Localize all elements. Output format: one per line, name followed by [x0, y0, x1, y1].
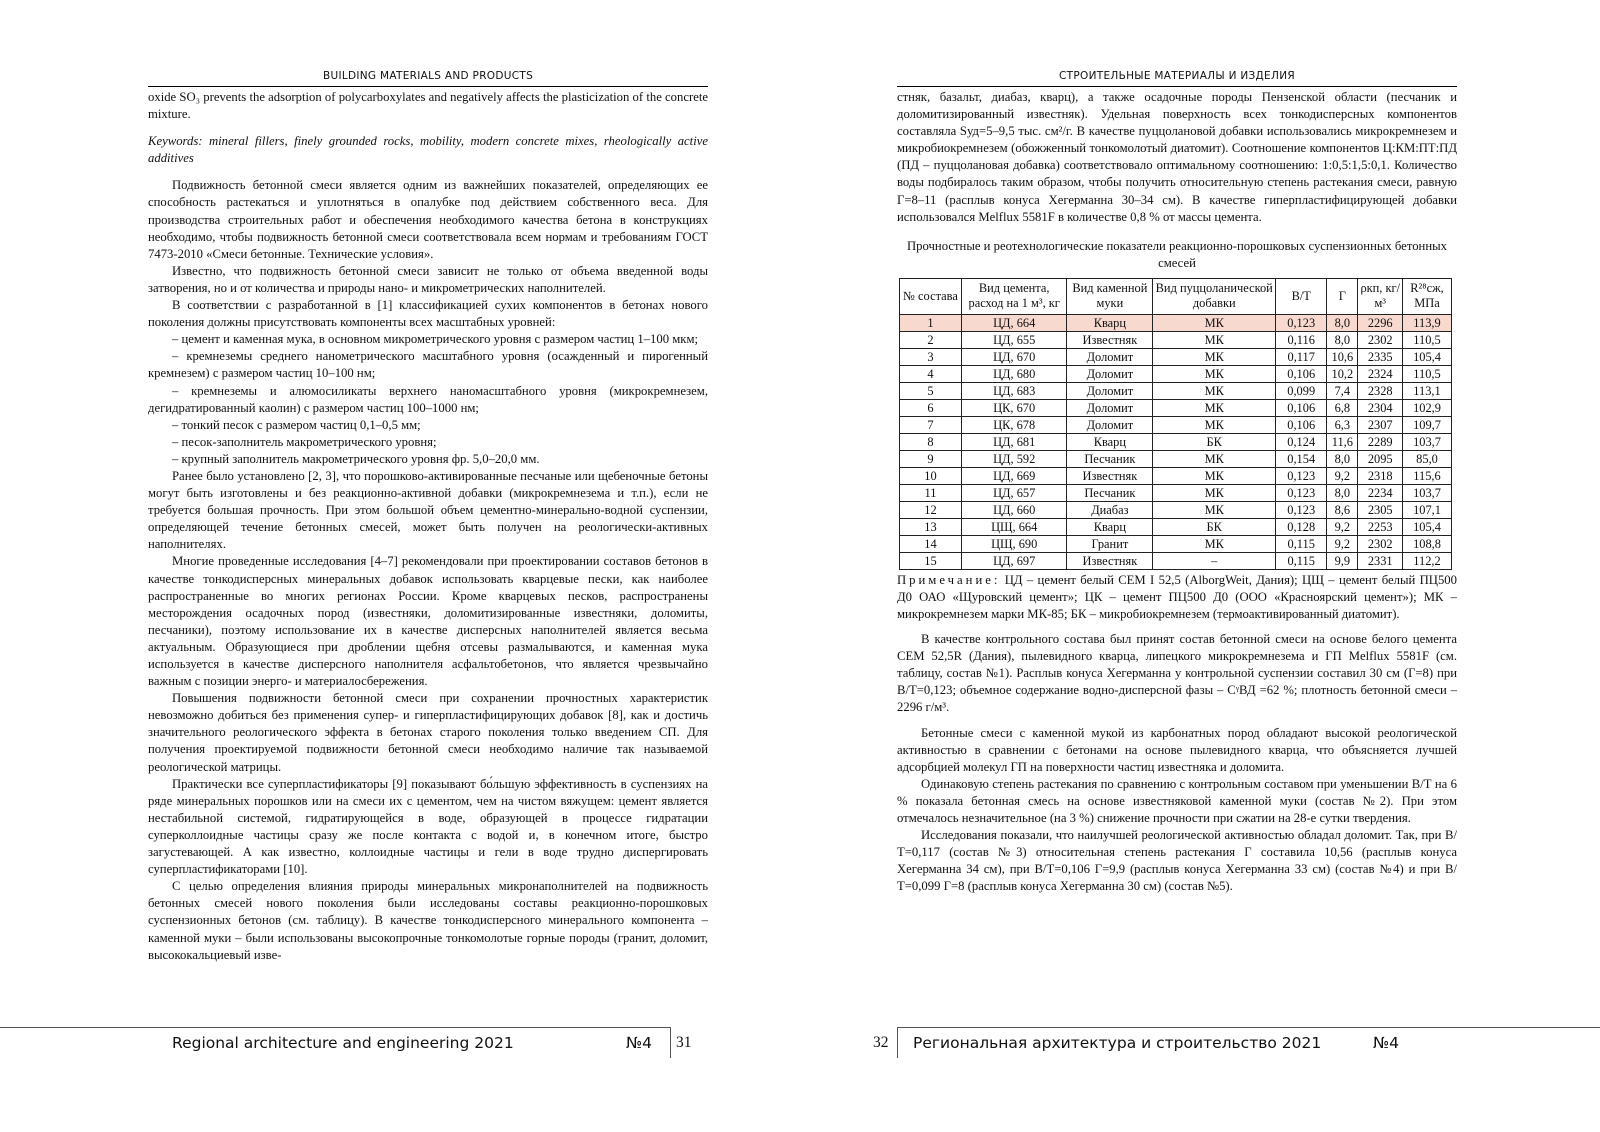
table-cell: ЦК, 670: [961, 399, 1066, 416]
table-cell: 2331: [1358, 552, 1403, 569]
table-cell: МК: [1153, 501, 1276, 518]
table-cell: 6: [900, 399, 962, 416]
table-cell: 0,117: [1276, 348, 1327, 365]
table-cell: 115,6: [1403, 467, 1452, 484]
table-cell: ЦД, 592: [961, 450, 1066, 467]
table-cell: МК: [1153, 467, 1276, 484]
paragraph: В соответствии с разработанной в [1] классификацией сухих компонентов в бетонах нового поколения должны присутствовать компоненты всех масштабных уровней:: [148, 298, 708, 330]
col-header: № состава: [900, 278, 962, 314]
table-cell: МК: [1153, 331, 1276, 348]
table-cell: 8: [900, 433, 962, 450]
col-header: Вид цемента, расход на 1 м³, кг: [961, 278, 1066, 314]
table-cell: 0,123: [1276, 501, 1327, 518]
table-cell: 2324: [1358, 365, 1403, 382]
table-cell: 9,2: [1327, 535, 1358, 552]
spacer: [897, 717, 1457, 725]
right-body: [897, 89, 1457, 895]
table-cell: 108,8: [1403, 535, 1452, 552]
table-cell: 1: [900, 314, 962, 331]
footer-journal: Региональная архитектура и строительство 2021: [913, 1034, 1322, 1052]
table-cell: Доломит: [1067, 365, 1153, 382]
table-row: [900, 467, 1452, 484]
table-cell: МК: [1153, 382, 1276, 399]
table-caption: Прочностные и реотехнологические показатели реакционно-порошковых суспензионных бетонных смесей: [907, 238, 1447, 270]
table-cell: ЦД, 680: [961, 365, 1066, 382]
table-cell: 105,4: [1403, 348, 1452, 365]
table-cell: 109,7: [1403, 416, 1452, 433]
table-cell: 0,128: [1276, 518, 1327, 535]
table-row: [900, 552, 1452, 569]
table-cell: 0,115: [1276, 552, 1327, 569]
table-cell: 10: [900, 467, 962, 484]
paragraph: Ранее было установлено [2, 3], что порошково-активированные песчаные или щебеночные бетоны могут быть изготовлены и без реакционно-активной добавки (микрокремнезема и т.п.), если не требуется большая прочность. При этом большой объем цементно-минерально-водной суспензии, определяющей течение бетонных смесей, может быть получен на реологически-активных наполнителях.: [148, 468, 708, 552]
table-cell: 0,106: [1276, 416, 1327, 433]
table-cell: 8,0: [1327, 484, 1358, 501]
paragraph: Повышения подвижности бетонной смеси при сохранении прочностных характеристик невозможно добиться без применения супер- и гиперпластифицирующих добавок [8], как и достичь значительного реологического эффекта в бетонах старого поколения только введением СП. Для получения проектируемой подвижности бетонной смеси необходимо наличие так называемой реологической матрицы.: [148, 691, 708, 774]
paragraph: Известно, что подвижность бетонной смеси зависит не только от объема введенной воды затворения, но и от количества и природы нано- и микрометрических наполнителей.: [148, 263, 708, 295]
table-cell: 2296: [1358, 314, 1403, 331]
table-cell: –: [1153, 552, 1276, 569]
table-cell: Известняк: [1067, 467, 1153, 484]
footer-divider-left: [670, 1027, 671, 1058]
table-cell: ЦЩ, 664: [961, 518, 1066, 535]
table-cell: 0,106: [1276, 399, 1327, 416]
table-cell: Кварц: [1067, 518, 1153, 535]
table-cell: 6,8: [1327, 399, 1358, 416]
table-cell: 2234: [1358, 484, 1403, 501]
col-header: Вид пуццоланической добавки: [1153, 278, 1276, 314]
header-rule: [897, 86, 1457, 87]
col-header: Вид каменной муки: [1067, 278, 1153, 314]
table-row: [900, 416, 1452, 433]
footer-issue: №4: [1373, 1034, 1399, 1052]
table-row: [900, 535, 1452, 552]
table-cell: Доломит: [1067, 348, 1153, 365]
table-cell: 112,2: [1403, 552, 1452, 569]
running-head: СТРОИТЕЛЬНЫЕ МАТЕРИАЛЫ И ИЗДЕЛИЯ: [1059, 70, 1295, 82]
note-text: ЦД – цемент белый CEM I 52,5 (AlborgWeit, Дания); ЦЩ – цемент белый ПЦ500 Д0 ОАО «Щуровский цемент»; ЦК – цемент ПЦ500 Д0 (ООО «Красноярский цемент»); МК – микрокремнезем марки МК-85; БК – микробиокремнезем (термоактивированный диатомит).: [897, 572, 1457, 621]
table-cell: 7,4: [1327, 382, 1358, 399]
table-cell: 0,123: [1276, 467, 1327, 484]
table-cell: 9,9: [1327, 552, 1358, 569]
right-page: [897, 0, 1457, 1132]
table-cell: ЦД, 683: [961, 382, 1066, 399]
paragraph: Бетонные смеси с каменной мукой из карбонатных пород обладают высокой реологической активностью в сравнении с бетонами на основе пылевидного кварца, что объясняется лучшей адсорбцией молекул ГП на поверхности частиц известняка и доломита.: [897, 725, 1457, 774]
table-cell: 2307: [1358, 416, 1403, 433]
table-cell: 2304: [1358, 399, 1403, 416]
table-cell: МК: [1153, 365, 1276, 382]
table-row: [900, 433, 1452, 450]
keywords: Keywords: mineral fillers, finely grounded rocks, mobility, modern concrete mixes, rheologically active additives: [148, 134, 708, 166]
footer-issue: №4: [626, 1034, 652, 1052]
paragraph: Исследования показали, что наилучшей реологической активностью обладал доломит. Так, при В/Т=0,117 (состав №3) относительная степень растекания Г составила 10,56 (расплыв конуса Хегерманна 34 см), при В/Т=0,106 Г=9,9 (расплыв конуса Хегерманна 33 см) (состав №4) и при В/Т=0,099 Г=8 (расплыв конуса Хегерманна 30 см) (состав №5).: [897, 828, 1457, 894]
table-row: [900, 399, 1452, 416]
table-cell: Диабаз: [1067, 501, 1153, 518]
table-cell: 0,115: [1276, 535, 1327, 552]
note-label: Примечание:: [897, 572, 1001, 587]
table-cell: 0,116: [1276, 331, 1327, 348]
table-cell: ЦД, 664: [961, 314, 1066, 331]
table-cell: Доломит: [1067, 416, 1153, 433]
table-cell: Гранит: [1067, 535, 1153, 552]
table-cell: ЦД, 660: [961, 501, 1066, 518]
table-cell: 0,123: [1276, 484, 1327, 501]
table-cell: Песчаник: [1067, 450, 1153, 467]
table-cell: ЦД, 655: [961, 331, 1066, 348]
table-cell: 110,5: [1403, 365, 1452, 382]
paragraph: Практически все суперпластификаторы [9] показывают бо́льшую эффективность в суспензиях на ряде минеральных порошков или на смеси их с цементом, чем на чистом вяжущем: цемент является нестабильной системой, гидратирующейся в воде, образующей в процессе гидратации суперколлоидные частицы сразу же после контакта с водой и, в конечном итоге, быстро загустевающей. А как известно, коллоидные частицы и гели в воде трудно диспергировать суперпластификаторами [10].: [148, 776, 708, 877]
table-cell: 3: [900, 348, 962, 365]
table-cell: 9,2: [1327, 467, 1358, 484]
table-cell: 0,099: [1276, 382, 1327, 399]
list-item: – цемент и каменная мука, в основном микрометрического уровня с размером частиц 1–100 мкм;: [172, 332, 698, 347]
table-row: [900, 348, 1452, 365]
paragraph: Подвижность бетонной смеси является одним из важнейших показателей, определяющих ее способность растекаться и уплотняться в опалубке под действием собственного веса. Для производства строительных работ и обеспечения необходимого качества бетона в конструкциях необходимо, чтобы подвижность бетонной смеси соответствовала всем нормам и требованиям ГОСТ 7473-2010 «Смеси бетонные. Технические условия».: [148, 178, 708, 261]
paragraph: С целью определения влияния природы минеральных микронаполнителей на подвижность бетонных смесей нового поколения были исследованы составы реакционно-порошковых суспензионных бетонов (см. таблицу). В качестве тонкодисперсного минерального компонента – каменной муки – были использованы высокопрочные тонкомолотые горные породы (гранит, доломит, высококальциевый изве-: [148, 879, 708, 962]
list-item: – крупный заполнитель макрометрического уровня фр. 5,0–20,0 мм.: [172, 451, 540, 466]
table-cell: ЦД, 669: [961, 467, 1066, 484]
table-cell: 8,0: [1327, 331, 1358, 348]
table-cell: 11: [900, 484, 962, 501]
table-cell: 0,123: [1276, 314, 1327, 331]
table-cell: 2305: [1358, 501, 1403, 518]
list-item: – тонкий песок с размером частиц 0,1–0,5 мм;: [172, 417, 421, 432]
table-cell: 11,6: [1327, 433, 1358, 450]
footer-divider-right: [897, 1027, 898, 1058]
table-cell: 103,7: [1403, 484, 1452, 501]
table-cell: Доломит: [1067, 382, 1153, 399]
paragraph: Многие проведенные исследования [4–7] рекомендовали при проектировании составов бетонов в качестве тонкодисперсных минеральных добавок использовать кварцевые пески, как наиболее распространенные во многих регионах России. Кроме кварцевых песков, распространены месторождения осадочных пород (известняки, доломитизированные известняки, доломиты, песчаники), поэтому использование их в качестве дисперсных наполнителей является весьма актуальным. Образующиеся при дроблении щебня отсевы размалываются, и каменная мука используется в качестве дисперсного наполнителя асфальтобетонов, что является чрезвычайно важным с позиции энерго- и материалосбережения.: [148, 554, 708, 689]
table-cell: 0,124: [1276, 433, 1327, 450]
table-cell: 2302: [1358, 331, 1403, 348]
table-cell: ЦД, 697: [961, 552, 1066, 569]
spacer: [897, 623, 1457, 631]
data-table: [899, 278, 1452, 570]
footer-rule-left: [0, 1027, 670, 1028]
col-header: R²⁸сж, МПа: [1403, 278, 1452, 314]
table-cell: ЦК, 678: [961, 416, 1066, 433]
table-row: [900, 518, 1452, 535]
table-cell: ЦД, 657: [961, 484, 1066, 501]
table-cell: МК: [1153, 484, 1276, 501]
table-cell: 15: [900, 552, 962, 569]
table-cell: БК: [1153, 518, 1276, 535]
header-rule: [148, 86, 708, 87]
table-cell: 113,1: [1403, 382, 1452, 399]
table-cell: Известняк: [1067, 552, 1153, 569]
table-cell: 8,0: [1327, 314, 1358, 331]
table-cell: Доломит: [1067, 399, 1153, 416]
table-cell: 2328: [1358, 382, 1403, 399]
table-cell: 2253: [1358, 518, 1403, 535]
table-row: [900, 501, 1452, 518]
table-cell: МК: [1153, 314, 1276, 331]
page-number: 32: [873, 1034, 889, 1051]
table-cell: 10,6: [1327, 348, 1358, 365]
table-cell: 103,7: [1403, 433, 1452, 450]
table-row: [900, 314, 1452, 331]
table-cell: 2302: [1358, 535, 1403, 552]
table-row: [900, 382, 1452, 399]
table-cell: Кварц: [1067, 433, 1153, 450]
col-header: В/Т: [1276, 278, 1327, 314]
table-cell: ЦЩ, 690: [961, 535, 1066, 552]
table-cell: МК: [1153, 348, 1276, 365]
table-cell: 2335: [1358, 348, 1403, 365]
table-cell: Известняк: [1067, 331, 1153, 348]
table-cell: Кварц: [1067, 314, 1153, 331]
table-cell: 0,106: [1276, 365, 1327, 382]
paragraph: стняк, базальт, диабаз, кварц), а также осадочные породы Пензенской области (песчаник и доломитизированный известняк). Удельная поверхность всех тонкодисперсных компонентов составляла Sуд=5–9,5 тыс. см²/г. В качестве пуццолановой добавки использовались микрокремнезем и микробиокремнезем (обожженный тонкомолотый диатомит). Соотношение компонентов Ц:КМ:ПТ:ПД (ПД – пуццолановая добавка) соответствовало оптимальному соотношению: 1:0,5:1,5:0,1. Количество воды подбиралось таким образом, чтобы получить относительную степень растекания смеси, равную Г=8–11 (расплыв конуса Хегерманна 30–34 см). В качестве гиперпластифицирующей добавки использовался Melflux 5581F в количестве 0,8 % от массы цемента.: [897, 90, 1457, 224]
abstract-end: oxide SO₃ prevents the adsorption of polycarboxylates and negatively affects the plasticization of the concrete mixture.: [148, 90, 708, 122]
table-cell: 7: [900, 416, 962, 433]
table-cell: 107,1: [1403, 501, 1452, 518]
table-cell: 9,2: [1327, 518, 1358, 535]
table-cell: МК: [1153, 416, 1276, 433]
table-cell: 4: [900, 365, 962, 382]
table-header-row: [900, 278, 1452, 314]
table-cell: 102,9: [1403, 399, 1452, 416]
table-cell: ЦД, 681: [961, 433, 1066, 450]
table-row: [900, 450, 1452, 467]
paragraph: Одинаковую степень растекания по сравнению с контрольным составом при уменьшении В/Т на 6 % показала бетонная смесь на основе известняковой каменной муки (состав №2). При этом отмечалось незначительное (на 3 %) снижение прочности при сжатии на 28-е сутки твердения.: [897, 776, 1457, 825]
page-number: 31: [676, 1034, 692, 1051]
running-head: BUILDING MATERIALS AND PRODUCTS: [322, 70, 534, 82]
table-cell: 14: [900, 535, 962, 552]
col-header: Г: [1327, 278, 1358, 314]
table-cell: 6,3: [1327, 416, 1358, 433]
table-cell: 2095: [1358, 450, 1403, 467]
table-row: [900, 365, 1452, 382]
table-cell: 13: [900, 518, 962, 535]
table-row: [900, 484, 1452, 501]
table-cell: 10,2: [1327, 365, 1358, 382]
table-body: [900, 314, 1452, 569]
table-cell: 110,5: [1403, 331, 1452, 348]
table-cell: 85,0: [1403, 450, 1452, 467]
footer-rule-right: [897, 1027, 1600, 1028]
table-cell: Песчаник: [1067, 484, 1153, 501]
table-cell: 8,0: [1327, 450, 1358, 467]
list-item: – кремнеземы и алюмосиликаты верхнего наномасштабного уровня (микрокремнезем, дегидратированный каолин) с размером частиц 100–1000 нм;: [148, 383, 708, 415]
table-cell: ЦД, 670: [961, 348, 1066, 365]
left-body: [148, 89, 708, 964]
table-cell: 2318: [1358, 467, 1403, 484]
table-cell: 8,6: [1327, 501, 1358, 518]
table-cell: БК: [1153, 433, 1276, 450]
col-header: ρкп, кг/м³: [1358, 278, 1403, 314]
list-item: – кремнеземы среднего нанометрического масштабного уровня (осажденный и пирогенный кремнезем) с размером частиц 10–100 нм;: [148, 349, 708, 381]
table-cell: 9: [900, 450, 962, 467]
list-item: – песок-заполнитель макрометрического уровня;: [172, 434, 437, 449]
footer-journal: Regional architecture and engineering 2021: [172, 1034, 514, 1052]
table-cell: 0,154: [1276, 450, 1327, 467]
left-page: [148, 0, 708, 1132]
table-note: [897, 572, 1457, 623]
table-cell: 2: [900, 331, 962, 348]
table-cell: 105,4: [1403, 518, 1452, 535]
table-cell: МК: [1153, 450, 1276, 467]
table-cell: МК: [1153, 535, 1276, 552]
paragraph: В качестве контрольного состава был принят состав бетонной смеси на основе белого цемента CEM 52,5R (Дания), пылевидного кварца, липецкого микрокремнезема и ГП Melflux 5581F (см. таблицу, состав №1). Расплыв конуса Хегерманна у контрольной суспензии составил 30 см (Г=8) при В/Т=0,123; объемное содержание водно-дисперсной фазы – CᵞВД =62 %; плотность бетонной смеси – 2296 г/м³.: [897, 632, 1457, 715]
table-row: [900, 331, 1452, 348]
table-cell: 12: [900, 501, 962, 518]
table-cell: 113,9: [1403, 314, 1452, 331]
table-cell: 2289: [1358, 433, 1403, 450]
table-cell: 5: [900, 382, 962, 399]
table-cell: МК: [1153, 399, 1276, 416]
